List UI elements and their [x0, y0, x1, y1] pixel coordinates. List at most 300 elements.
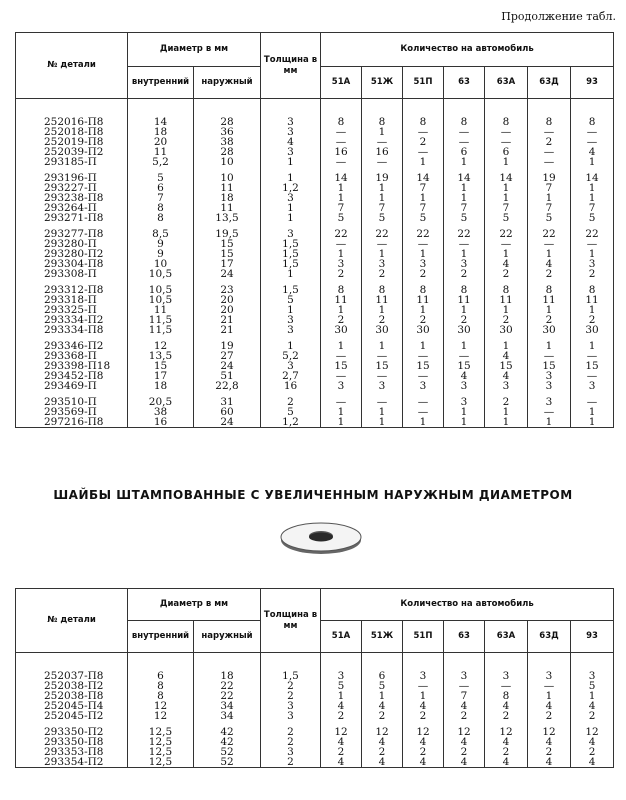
- value-cell: 1: [261, 213, 321, 223]
- value-cell: —: [528, 681, 571, 691]
- value-cell: 11: [444, 295, 485, 305]
- part-number-cell: 252016-П8: [16, 117, 128, 127]
- value-cell: 5: [321, 681, 362, 691]
- value-cell: 11: [128, 305, 194, 315]
- value-cell: 1: [444, 193, 485, 203]
- value-cell: 22: [362, 229, 403, 239]
- header-outer: наружный: [194, 621, 261, 653]
- table-row: [16, 757, 614, 768]
- value-cell: 2: [403, 269, 444, 279]
- value-cell: 8: [321, 117, 362, 127]
- header-model: 93: [571, 621, 614, 653]
- value-cell: 11,5: [128, 325, 194, 335]
- value-cell: 28: [194, 147, 261, 157]
- value-cell: 18: [128, 381, 194, 391]
- value-cell: 15: [321, 361, 362, 371]
- value-cell: 2: [485, 711, 528, 721]
- value-cell: 52: [194, 757, 261, 768]
- value-cell: 1: [485, 183, 528, 193]
- value-cell: —: [321, 397, 362, 407]
- value-cell: 2: [362, 711, 403, 721]
- header-model: 63: [444, 621, 485, 653]
- header-model: 63А: [485, 67, 528, 99]
- value-cell: 1: [321, 691, 362, 701]
- value-cell: —: [444, 127, 485, 137]
- value-cell: 15: [444, 361, 485, 371]
- value-cell: 1: [321, 417, 362, 428]
- value-cell: 1: [571, 193, 614, 203]
- value-cell: 15: [128, 361, 194, 371]
- header-model: 51А: [321, 621, 362, 653]
- header-thickness: Толщина в мм: [261, 589, 321, 653]
- part-number-cell: 293350-П8: [16, 737, 128, 747]
- header-diameter: Диаметр в мм: [128, 589, 261, 621]
- value-cell: 2: [485, 397, 528, 407]
- value-cell: 1: [528, 305, 571, 315]
- value-cell: 8: [128, 681, 194, 691]
- parts-table-1: [15, 32, 614, 428]
- value-cell: 11: [571, 295, 614, 305]
- value-cell: 1: [571, 249, 614, 259]
- value-cell: 3: [362, 381, 403, 391]
- value-cell: 2: [362, 747, 403, 757]
- value-cell: 4: [321, 757, 362, 768]
- value-cell: 21: [194, 315, 261, 325]
- value-cell: 3: [261, 315, 321, 325]
- value-cell: 18: [194, 193, 261, 203]
- part-number-cell: 293277-П8: [16, 229, 128, 239]
- table-row: [16, 285, 614, 295]
- value-cell: 2: [321, 269, 362, 279]
- value-cell: 42: [194, 737, 261, 747]
- value-cell: 18: [128, 127, 194, 137]
- table-row: [16, 239, 614, 249]
- value-cell: 1,5: [261, 259, 321, 269]
- value-cell: 1: [403, 305, 444, 315]
- value-cell: —: [321, 157, 362, 167]
- value-cell: 28: [194, 117, 261, 127]
- value-cell: 2: [528, 137, 571, 147]
- table-row: [16, 701, 614, 711]
- value-cell: 30: [444, 325, 485, 335]
- value-cell: 7: [528, 203, 571, 213]
- value-cell: 6: [128, 183, 194, 193]
- value-cell: 7: [321, 203, 362, 213]
- value-cell: 1: [571, 417, 614, 428]
- value-cell: 15: [528, 361, 571, 371]
- part-number-cell: 293510-П: [16, 397, 128, 407]
- value-cell: 3: [528, 371, 571, 381]
- part-number-cell: 293238-П8: [16, 193, 128, 203]
- value-cell: 22: [194, 691, 261, 701]
- value-cell: 8: [485, 285, 528, 295]
- value-cell: 24: [194, 361, 261, 371]
- value-cell: 4: [571, 737, 614, 747]
- value-cell: 30: [321, 325, 362, 335]
- value-cell: 2,7: [261, 371, 321, 381]
- value-cell: 3: [528, 381, 571, 391]
- value-cell: 8: [485, 691, 528, 701]
- value-cell: 30: [485, 325, 528, 335]
- value-cell: 19: [194, 341, 261, 351]
- value-cell: 22: [403, 229, 444, 239]
- header-model: 51П: [403, 621, 444, 653]
- value-cell: 1: [444, 341, 485, 351]
- header-model: 63Д: [528, 67, 571, 99]
- value-cell: 5: [261, 295, 321, 305]
- part-number-cell: 252045-П2: [16, 711, 128, 721]
- table-2-body: [16, 653, 614, 768]
- value-cell: 4: [528, 757, 571, 768]
- value-cell: 12,5: [128, 747, 194, 757]
- value-cell: 4: [485, 737, 528, 747]
- value-cell: 4: [321, 737, 362, 747]
- value-cell: 1: [321, 249, 362, 259]
- value-cell: 2: [444, 315, 485, 325]
- value-cell: 3: [485, 381, 528, 391]
- value-cell: —: [528, 407, 571, 417]
- value-cell: 3: [261, 127, 321, 137]
- value-cell: 3: [261, 361, 321, 371]
- part-number-cell: 293318-П: [16, 295, 128, 305]
- value-cell: 4: [485, 351, 528, 361]
- value-cell: —: [571, 127, 614, 137]
- value-cell: 14: [571, 173, 614, 183]
- table-row: [16, 137, 614, 147]
- value-cell: 16: [128, 417, 194, 428]
- value-cell: 2: [444, 747, 485, 757]
- value-cell: 1: [321, 305, 362, 315]
- value-cell: 8: [485, 117, 528, 127]
- table-row: [16, 737, 614, 747]
- value-cell: 38: [194, 137, 261, 147]
- value-cell: 15: [194, 239, 261, 249]
- part-number-cell: 293271-П8: [16, 213, 128, 223]
- value-cell: 2: [528, 711, 571, 721]
- part-number-cell: 252037-П8: [16, 671, 128, 681]
- value-cell: 1,2: [261, 183, 321, 193]
- value-cell: 1: [261, 305, 321, 315]
- value-cell: 1: [321, 193, 362, 203]
- value-cell: 9: [128, 239, 194, 249]
- table-row: [16, 407, 614, 417]
- value-cell: —: [362, 157, 403, 167]
- part-number-cell: 293469-П: [16, 381, 128, 391]
- table-row: [16, 193, 614, 203]
- value-cell: 3: [571, 259, 614, 269]
- continuation-label: Продолжение табл.: [501, 10, 616, 23]
- part-number-cell: 293334-П2: [16, 315, 128, 325]
- value-cell: —: [403, 351, 444, 361]
- value-cell: 3: [261, 747, 321, 757]
- table-row: [16, 147, 614, 157]
- value-cell: 10,5: [128, 295, 194, 305]
- table-row: [16, 203, 614, 213]
- value-cell: —: [362, 137, 403, 147]
- part-number-cell: 252039-П2: [16, 147, 128, 157]
- value-cell: 14: [321, 173, 362, 183]
- table-row: [16, 269, 614, 279]
- part-number-cell: 293185-П: [16, 157, 128, 167]
- value-cell: 12: [128, 711, 194, 721]
- header-model: 63: [444, 67, 485, 99]
- value-cell: 1: [362, 193, 403, 203]
- value-cell: 1: [362, 305, 403, 315]
- value-cell: 1,2: [261, 417, 321, 428]
- value-cell: 1: [403, 341, 444, 351]
- value-cell: 11: [528, 295, 571, 305]
- value-cell: 4: [528, 259, 571, 269]
- value-cell: 2: [321, 747, 362, 757]
- value-cell: 4: [321, 701, 362, 711]
- header-inner: внутренний: [128, 67, 194, 99]
- value-cell: —: [444, 681, 485, 691]
- table-row: [16, 157, 614, 167]
- part-number-cell: 252045-П4: [16, 701, 128, 711]
- value-cell: 19: [528, 173, 571, 183]
- value-cell: —: [485, 239, 528, 249]
- header-model: 63Д: [528, 621, 571, 653]
- value-cell: 3: [571, 671, 614, 681]
- part-number-cell: 293452-П8: [16, 371, 128, 381]
- table-row: [16, 305, 614, 315]
- value-cell: 34: [194, 701, 261, 711]
- value-cell: 4: [444, 737, 485, 747]
- table-row: [16, 381, 614, 391]
- value-cell: 1: [485, 249, 528, 259]
- part-number-cell: 252038-П2: [16, 681, 128, 691]
- value-cell: 2: [321, 315, 362, 325]
- value-cell: 1: [261, 203, 321, 213]
- value-cell: 8: [528, 285, 571, 295]
- value-cell: 3: [403, 259, 444, 269]
- value-cell: 3: [321, 381, 362, 391]
- value-cell: 1: [528, 341, 571, 351]
- value-cell: 2: [403, 747, 444, 757]
- value-cell: 4: [362, 701, 403, 711]
- value-cell: 22: [194, 681, 261, 691]
- part-number-cell: 293280-П: [16, 239, 128, 249]
- value-cell: 22: [444, 229, 485, 239]
- value-cell: 4: [485, 259, 528, 269]
- value-cell: 1,5: [261, 239, 321, 249]
- header-model: 63А: [485, 621, 528, 653]
- value-cell: —: [528, 239, 571, 249]
- value-cell: 2: [261, 681, 321, 691]
- value-cell: 8: [128, 691, 194, 701]
- value-cell: 3: [261, 147, 321, 157]
- table-row: [16, 315, 614, 325]
- value-cell: 10: [194, 173, 261, 183]
- part-number-cell: 293353-П8: [16, 747, 128, 757]
- value-cell: 11: [362, 295, 403, 305]
- value-cell: 12: [362, 727, 403, 737]
- value-cell: 15: [362, 361, 403, 371]
- table-row: [16, 259, 614, 269]
- value-cell: —: [362, 351, 403, 361]
- value-cell: 1: [362, 407, 403, 417]
- value-cell: 1: [528, 249, 571, 259]
- value-cell: 2: [485, 315, 528, 325]
- value-cell: 1: [321, 341, 362, 351]
- value-cell: 2: [403, 137, 444, 147]
- value-cell: —: [403, 397, 444, 407]
- value-cell: 5: [403, 213, 444, 223]
- value-cell: 2: [528, 269, 571, 279]
- value-cell: 4: [362, 737, 403, 747]
- value-cell: 2: [571, 711, 614, 721]
- part-number-cell: 293354-П2: [16, 757, 128, 768]
- value-cell: 12,5: [128, 727, 194, 737]
- value-cell: —: [362, 371, 403, 381]
- value-cell: 15: [403, 361, 444, 371]
- value-cell: 2: [528, 747, 571, 757]
- value-cell: 3: [261, 193, 321, 203]
- value-cell: 22: [485, 229, 528, 239]
- section-title: ШАЙБЫ ШТАМПОВАННЫЕ С УВЕЛИЧЕННЫМ НАРУЖНЫМ ДИАМЕТРОМ: [53, 488, 573, 502]
- value-cell: 2: [261, 737, 321, 747]
- value-cell: 2: [485, 269, 528, 279]
- value-cell: 3: [444, 397, 485, 407]
- value-cell: 1: [571, 183, 614, 193]
- part-number-cell: 293308-П: [16, 269, 128, 279]
- value-cell: 1: [362, 249, 403, 259]
- value-cell: 10,5: [128, 285, 194, 295]
- value-cell: 21: [194, 325, 261, 335]
- value-cell: 8: [571, 117, 614, 127]
- value-cell: 12,5: [128, 757, 194, 768]
- value-cell: 22: [571, 229, 614, 239]
- value-cell: 2: [261, 691, 321, 701]
- value-cell: 2: [403, 711, 444, 721]
- value-cell: 18: [194, 671, 261, 681]
- header-model: 51А: [321, 67, 362, 99]
- header-quantity: Количество на автомобиль: [321, 589, 614, 621]
- value-cell: 3: [571, 381, 614, 391]
- value-cell: 8,5: [128, 229, 194, 239]
- header-model: 93: [571, 67, 614, 99]
- value-cell: —: [321, 371, 362, 381]
- value-cell: 3: [403, 671, 444, 681]
- part-number-cell: 293325-П: [16, 305, 128, 315]
- value-cell: 5: [528, 213, 571, 223]
- value-cell: 3: [528, 671, 571, 681]
- value-cell: —: [403, 371, 444, 381]
- value-cell: —: [485, 137, 528, 147]
- value-cell: 12: [528, 727, 571, 737]
- value-cell: 12: [444, 727, 485, 737]
- value-cell: 9: [128, 249, 194, 259]
- value-cell: 30: [571, 325, 614, 335]
- value-cell: 1: [444, 157, 485, 167]
- value-cell: —: [444, 351, 485, 361]
- part-number-cell: 293196-П: [16, 173, 128, 183]
- value-cell: 11: [128, 147, 194, 157]
- part-number-cell: 293227-П: [16, 183, 128, 193]
- table-row: [16, 183, 614, 193]
- value-cell: 5: [261, 407, 321, 417]
- part-number-cell: 252019-П8: [16, 137, 128, 147]
- value-cell: 1: [571, 691, 614, 701]
- table-row: [16, 747, 614, 757]
- value-cell: 20: [128, 137, 194, 147]
- table-row: [16, 371, 614, 381]
- value-cell: 12: [128, 341, 194, 351]
- value-cell: 7: [362, 203, 403, 213]
- table-row: [16, 727, 614, 737]
- value-cell: 7: [571, 203, 614, 213]
- table-row: [16, 229, 614, 239]
- value-cell: 1: [403, 157, 444, 167]
- part-number-cell: 252038-П8: [16, 691, 128, 701]
- value-cell: 22: [321, 229, 362, 239]
- value-cell: 4: [485, 757, 528, 768]
- value-cell: 8: [528, 117, 571, 127]
- value-cell: 12: [571, 727, 614, 737]
- header-outer: наружный: [194, 67, 261, 99]
- value-cell: 10: [128, 259, 194, 269]
- value-cell: 20: [194, 295, 261, 305]
- value-cell: 2: [362, 269, 403, 279]
- value-cell: 4: [485, 371, 528, 381]
- value-cell: 15: [571, 361, 614, 371]
- table-row: [16, 361, 614, 371]
- value-cell: 8: [321, 285, 362, 295]
- value-cell: 4: [528, 737, 571, 747]
- value-cell: 1: [403, 417, 444, 428]
- value-cell: 3: [403, 381, 444, 391]
- part-number-cell: 293350-П2: [16, 727, 128, 737]
- value-cell: —: [321, 351, 362, 361]
- header-model: 51Ж: [362, 621, 403, 653]
- value-cell: —: [321, 137, 362, 147]
- header-thickness: Толщина в мм: [261, 33, 321, 99]
- value-cell: 8: [362, 117, 403, 127]
- table-1-body: [16, 99, 614, 428]
- value-cell: 42: [194, 727, 261, 737]
- value-cell: 1: [528, 691, 571, 701]
- table-row: [16, 671, 614, 681]
- table-row: [16, 691, 614, 701]
- value-cell: 4: [403, 701, 444, 711]
- value-cell: 3: [321, 259, 362, 269]
- value-cell: 2: [403, 315, 444, 325]
- value-cell: 22: [528, 229, 571, 239]
- value-cell: 16: [321, 147, 362, 157]
- value-cell: 16: [261, 381, 321, 391]
- value-cell: 8: [403, 285, 444, 295]
- value-cell: 7: [444, 203, 485, 213]
- value-cell: 17: [194, 259, 261, 269]
- value-cell: 6: [485, 147, 528, 157]
- value-cell: 3: [261, 325, 321, 335]
- value-cell: 1: [362, 417, 403, 428]
- table-row: [16, 711, 614, 721]
- value-cell: 1: [403, 193, 444, 203]
- value-cell: 5: [444, 213, 485, 223]
- value-cell: 2: [444, 711, 485, 721]
- value-cell: 2: [571, 747, 614, 757]
- value-cell: 3: [261, 701, 321, 711]
- value-cell: 1: [362, 691, 403, 701]
- value-cell: 2: [485, 747, 528, 757]
- value-cell: 3: [485, 671, 528, 681]
- value-cell: 51: [194, 371, 261, 381]
- value-cell: 15: [485, 361, 528, 371]
- value-cell: 1: [485, 193, 528, 203]
- value-cell: 34: [194, 711, 261, 721]
- value-cell: 1: [362, 127, 403, 137]
